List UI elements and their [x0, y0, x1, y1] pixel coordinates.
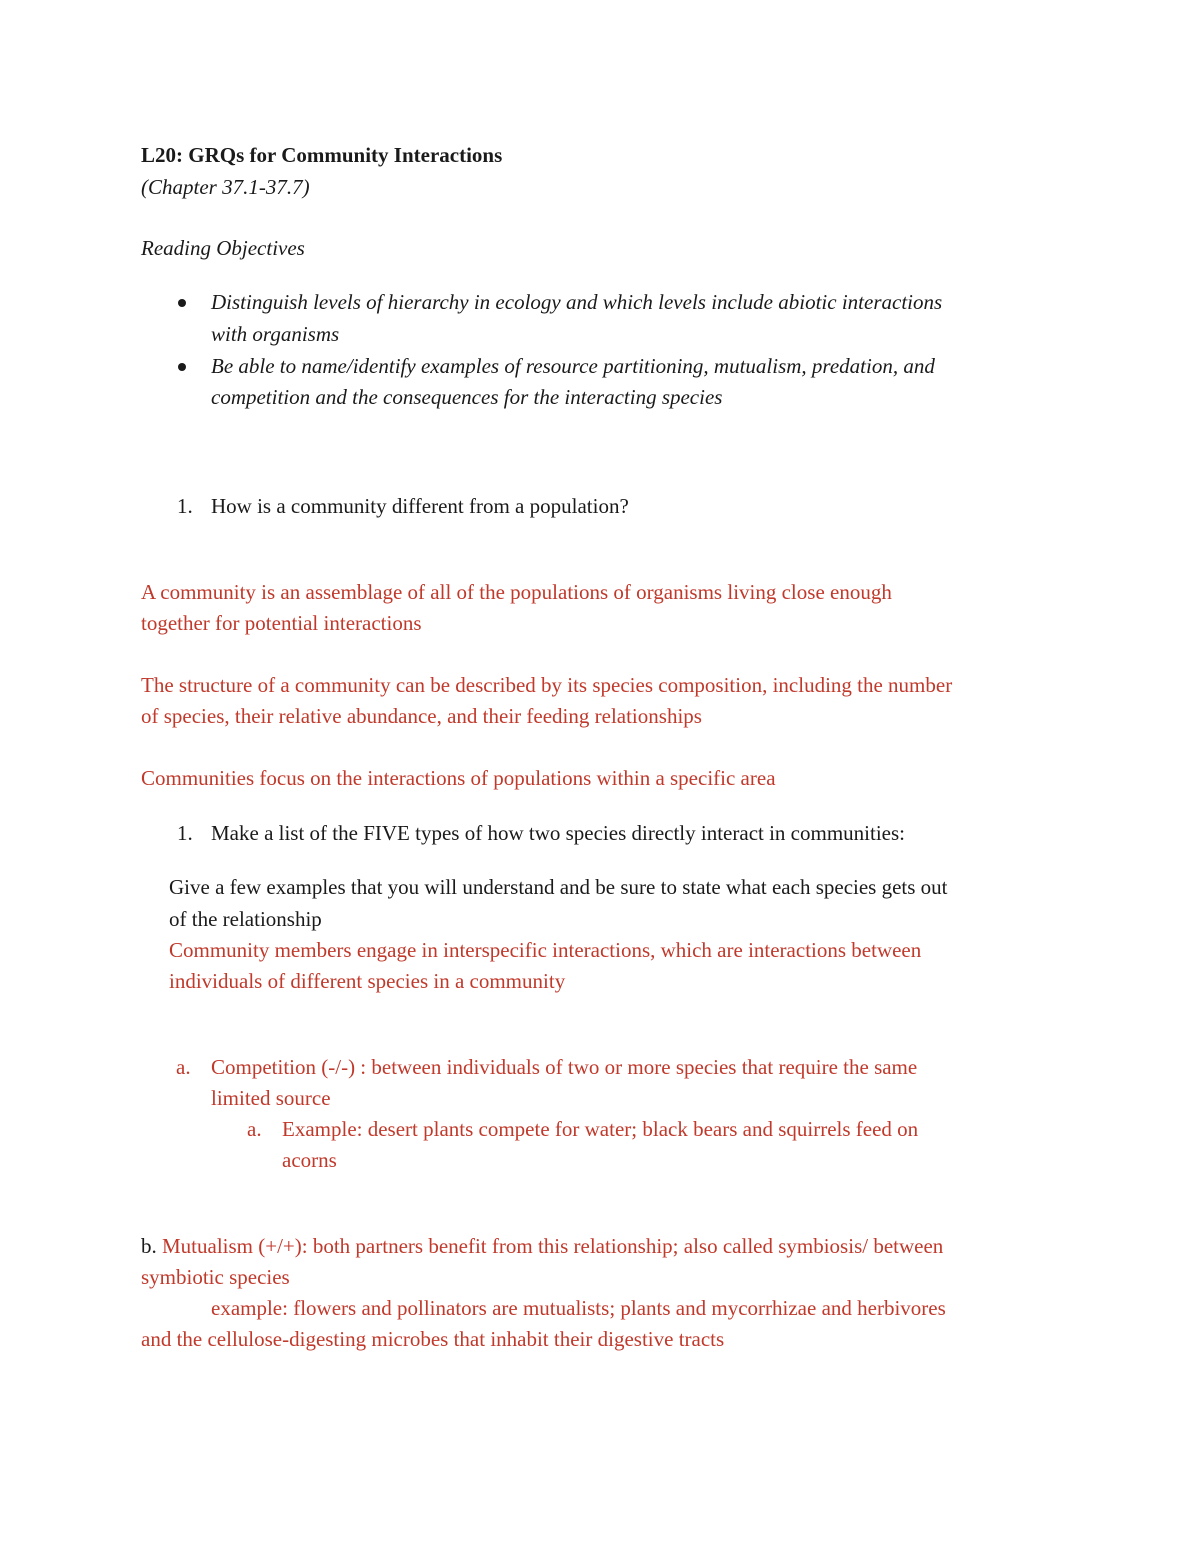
answer-3-line-1: Communities focus on the interactions of populations within a specific area [141, 766, 776, 790]
competition-example-line-2: acorns [282, 1148, 337, 1172]
competition-line-1: Competition (-/-) : between individuals of two or more species that require the same [211, 1055, 918, 1079]
question-1-text: How is a community different from a population? [211, 494, 629, 518]
chapter-reference: (Chapter 37.1-37.7) [141, 175, 310, 199]
interspecific-answer-line-2: individuals of different species in a community [169, 969, 566, 993]
interspecific-answer-line-1: Community members engage in interspecific interactions, which are interactions between [169, 938, 922, 962]
competition-example-marker: a. [247, 1117, 262, 1141]
mutualism-marker: b. [141, 1234, 157, 1258]
objectives-heading: Reading Objectives [141, 236, 305, 260]
answer-2-line-1: The structure of a community can be described by its species composition, including the number [141, 673, 953, 697]
objective-item-2-line-2: competition and the consequences for the interacting species [211, 385, 723, 409]
answer-1-line-1: A community is an assemblage of all of the populations of organisms living close enough [141, 580, 892, 604]
mutualism-line-2: symbiotic species [141, 1265, 290, 1289]
instruction-line-1: Give a few examples that you will understand and be sure to state what each species gets out [169, 875, 948, 899]
bullet-icon [178, 363, 186, 371]
objective-item-1-line-2: with organisms [211, 322, 340, 346]
competition-line-2: limited source [211, 1086, 331, 1110]
instruction-line-2: of the relationship [169, 907, 322, 931]
objective-item-2-line-1: Be able to name/identify examples of resource partitioning, mutualism, predation, and [211, 354, 935, 378]
question-2-text: Make a list of the FIVE types of how two species directly interact in communities: [211, 821, 906, 845]
answer-1-line-2: together for potential interactions [141, 611, 422, 635]
question-1-number: 1. [177, 494, 193, 518]
objective-item-1-line-1: Distinguish levels of hierarchy in ecology and which levels include abiotic interactions [211, 290, 943, 314]
competition-example-line-1: Example: desert plants compete for water; black bears and squirrels feed on [282, 1117, 919, 1141]
competition-marker: a. [176, 1055, 191, 1079]
document-title: L20: GRQs for Community Interactions [141, 143, 503, 167]
answer-2-line-2: of species, their relative abundance, and their feeding relationships [141, 704, 702, 728]
mutualism-example-line-1: example: flowers and pollinators are mutualists; plants and mycorrhizae and herbivores [211, 1296, 946, 1320]
bullet-icon [178, 299, 186, 307]
question-2-number: 1. [177, 821, 193, 845]
mutualism-text-line-1: Mutualism (+/+): both partners benefit from this relationship; also called symbiosis/ between [162, 1234, 944, 1258]
mutualism-example-line-2: and the cellulose-digesting microbes that inhabit their digestive tracts [141, 1327, 725, 1351]
mutualism-line-1 [141, 1231, 943, 1262]
